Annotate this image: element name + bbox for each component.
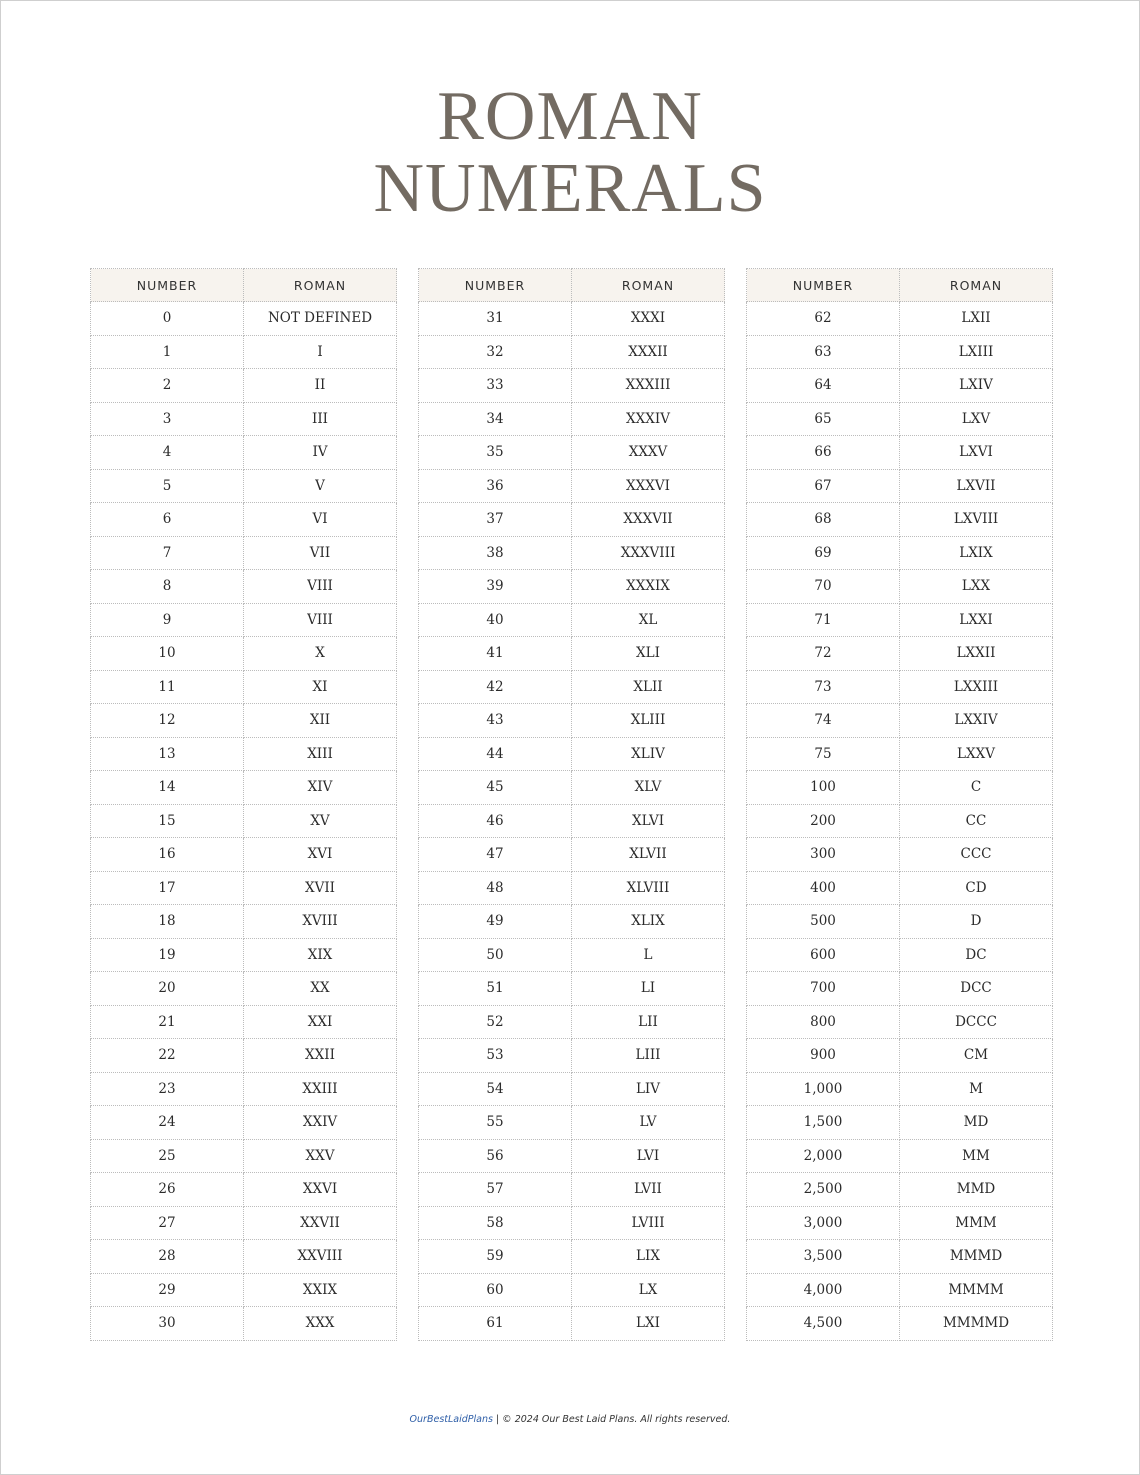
roman-cell: XXXVI: [572, 469, 725, 503]
table-row: [91, 1240, 397, 1274]
table-row: [747, 871, 1053, 905]
table-row: [419, 938, 725, 972]
roman-cell: LXV: [900, 402, 1053, 436]
number-cell: 67: [747, 469, 900, 503]
roman-cell: LXVI: [900, 436, 1053, 470]
number-cell: 23: [91, 1072, 244, 1106]
table-row: [91, 436, 397, 470]
roman-cell: LII: [572, 1005, 725, 1039]
number-cell: 29: [91, 1273, 244, 1307]
numerals-table-1: [90, 268, 397, 1341]
table-row: [747, 1240, 1053, 1274]
roman-column-header: ROMAN: [572, 269, 725, 302]
table-row: [747, 1005, 1053, 1039]
number-cell: 300: [747, 838, 900, 872]
roman-cell: XV: [244, 804, 397, 838]
roman-cell: LIV: [572, 1072, 725, 1106]
roman-cell: II: [244, 369, 397, 403]
table-row: [419, 1206, 725, 1240]
roman-cell: MM: [900, 1139, 1053, 1173]
roman-cell: XXXIII: [572, 369, 725, 403]
number-cell: 15: [91, 804, 244, 838]
number-cell: 14: [91, 771, 244, 805]
number-cell: 51: [419, 972, 572, 1006]
numerals-table-2: [418, 268, 725, 1341]
roman-cell: LXXIII: [900, 670, 1053, 704]
table-row: [747, 570, 1053, 604]
table-row: [747, 369, 1053, 403]
roman-cell: MMMM: [900, 1273, 1053, 1307]
number-cell: 72: [747, 637, 900, 671]
number-cell: 53: [419, 1039, 572, 1073]
number-cell: 18: [91, 905, 244, 939]
roman-cell: XIX: [244, 938, 397, 972]
number-cell: 61: [419, 1307, 572, 1341]
number-cell: 44: [419, 737, 572, 771]
number-cell: 52: [419, 1005, 572, 1039]
table-row: [747, 1106, 1053, 1140]
number-cell: 43: [419, 704, 572, 738]
roman-cell: LXII: [900, 302, 1053, 336]
number-cell: 36: [419, 469, 572, 503]
table-row: [91, 771, 397, 805]
table-row: [419, 704, 725, 738]
table-row: [747, 771, 1053, 805]
roman-cell: XXV: [244, 1139, 397, 1173]
number-cell: 55: [419, 1106, 572, 1140]
number-cell: 63: [747, 335, 900, 369]
roman-cell: XLIV: [572, 737, 725, 771]
roman-cell: LIX: [572, 1240, 725, 1274]
roman-cell: DC: [900, 938, 1053, 972]
roman-cell: LIII: [572, 1039, 725, 1073]
table-row: [91, 302, 397, 336]
table-row: [91, 469, 397, 503]
table-row: [91, 804, 397, 838]
number-cell: 500: [747, 905, 900, 939]
table-row: [747, 838, 1053, 872]
roman-cell: LXXII: [900, 637, 1053, 671]
table-row: [747, 1273, 1053, 1307]
table-row: [747, 1307, 1053, 1341]
number-cell: 5: [91, 469, 244, 503]
table-row: [747, 536, 1053, 570]
roman-cell: LXIII: [900, 335, 1053, 369]
roman-cell: LXVIII: [900, 503, 1053, 537]
table-row: [91, 1173, 397, 1207]
table-row: [91, 670, 397, 704]
number-cell: 700: [747, 972, 900, 1006]
roman-cell: XVII: [244, 871, 397, 905]
page-title-line-1: ROMAN: [437, 78, 703, 155]
table-row: [419, 972, 725, 1006]
roman-cell: VIII: [244, 603, 397, 637]
number-cell: 200: [747, 804, 900, 838]
table-row: [419, 905, 725, 939]
number-cell: 2: [91, 369, 244, 403]
roman-cell: D: [900, 905, 1053, 939]
table-row: [91, 1106, 397, 1140]
roman-cell: LXXV: [900, 737, 1053, 771]
roman-cell: XXXIV: [572, 402, 725, 436]
table-row: [91, 871, 397, 905]
roman-cell: LXXIV: [900, 704, 1053, 738]
number-cell: 50: [419, 938, 572, 972]
table-row: [419, 804, 725, 838]
number-cell: 58: [419, 1206, 572, 1240]
number-cell: 37: [419, 503, 572, 537]
table-row: [91, 1307, 397, 1341]
table-row: [747, 1139, 1053, 1173]
roman-cell: MMD: [900, 1173, 1053, 1207]
roman-cell: XLV: [572, 771, 725, 805]
table-row: [419, 1005, 725, 1039]
roman-cell: XXIII: [244, 1072, 397, 1106]
number-cell: 3: [91, 402, 244, 436]
table-row: [91, 1139, 397, 1173]
number-cell: 4,500: [747, 1307, 900, 1341]
number-cell: 8: [91, 570, 244, 604]
roman-cell: CD: [900, 871, 1053, 905]
number-cell: 64: [747, 369, 900, 403]
roman-cell: XXXVIII: [572, 536, 725, 570]
table-row: [747, 737, 1053, 771]
number-cell: 2,500: [747, 1173, 900, 1207]
roman-column-header: ROMAN: [900, 269, 1053, 302]
roman-cell: MMMMD: [900, 1307, 1053, 1341]
number-cell: 46: [419, 804, 572, 838]
table-row: [419, 369, 725, 403]
table-row: [91, 1005, 397, 1039]
table-row: [419, 503, 725, 537]
number-column-header: NUMBER: [747, 269, 900, 302]
table-row: [419, 335, 725, 369]
number-cell: 60: [419, 1273, 572, 1307]
roman-cell: XXX: [244, 1307, 397, 1341]
table-row: [747, 670, 1053, 704]
number-cell: 800: [747, 1005, 900, 1039]
table-row: [91, 905, 397, 939]
roman-cell: LX: [572, 1273, 725, 1307]
table-row: [419, 1139, 725, 1173]
number-cell: 71: [747, 603, 900, 637]
number-cell: 35: [419, 436, 572, 470]
footer: [0, 1414, 1140, 1425]
roman-cell: XXIV: [244, 1106, 397, 1140]
table-row: [419, 737, 725, 771]
table-row: [419, 1106, 725, 1140]
page-title-line-2: NUMERALS: [373, 150, 767, 227]
number-cell: 4,000: [747, 1273, 900, 1307]
number-cell: 65: [747, 402, 900, 436]
roman-cell: X: [244, 637, 397, 671]
number-cell: 3,000: [747, 1206, 900, 1240]
roman-cell: XXXV: [572, 436, 725, 470]
roman-cell: CC: [900, 804, 1053, 838]
numerals-table-3: [746, 268, 1053, 1341]
number-cell: 33: [419, 369, 572, 403]
table-row: [91, 1039, 397, 1073]
number-cell: 2,000: [747, 1139, 900, 1173]
number-cell: 13: [91, 737, 244, 771]
table-row: [91, 972, 397, 1006]
table-row: [91, 1072, 397, 1106]
roman-cell: XLIX: [572, 905, 725, 939]
roman-cell: LV: [572, 1106, 725, 1140]
roman-cell: M: [900, 1072, 1053, 1106]
roman-cell: LXI: [572, 1307, 725, 1341]
table-row: [91, 737, 397, 771]
roman-cell: MMM: [900, 1206, 1053, 1240]
roman-cell: XXXII: [572, 335, 725, 369]
roman-cell: I: [244, 335, 397, 369]
table-row: [747, 436, 1053, 470]
number-cell: 74: [747, 704, 900, 738]
table-row: [419, 670, 725, 704]
table-row: [747, 1206, 1053, 1240]
roman-cell: XL: [572, 603, 725, 637]
number-cell: 10: [91, 637, 244, 671]
roman-cell: L: [572, 938, 725, 972]
table-row: [419, 402, 725, 436]
table-row: [747, 972, 1053, 1006]
number-cell: 70: [747, 570, 900, 604]
number-cell: 12: [91, 704, 244, 738]
number-cell: 49: [419, 905, 572, 939]
table-row: [419, 1240, 725, 1274]
number-cell: 75: [747, 737, 900, 771]
roman-cell: NOT DEFINED: [244, 302, 397, 336]
roman-cell: VI: [244, 503, 397, 537]
number-cell: 47: [419, 838, 572, 872]
number-cell: 100: [747, 771, 900, 805]
number-cell: 17: [91, 871, 244, 905]
table-row: [91, 938, 397, 972]
roman-cell: XLVIII: [572, 871, 725, 905]
number-cell: 34: [419, 402, 572, 436]
number-cell: 62: [747, 302, 900, 336]
roman-cell: LXVII: [900, 469, 1053, 503]
roman-cell: CM: [900, 1039, 1053, 1073]
number-cell: 3,500: [747, 1240, 900, 1274]
number-cell: 6: [91, 503, 244, 537]
table-row: [419, 1273, 725, 1307]
number-cell: 1,000: [747, 1072, 900, 1106]
table-row: [747, 938, 1053, 972]
number-cell: 7: [91, 536, 244, 570]
number-cell: 59: [419, 1240, 572, 1274]
number-column-header: NUMBER: [419, 269, 572, 302]
table-row: [747, 302, 1053, 336]
table-row: [91, 335, 397, 369]
roman-cell: LXIV: [900, 369, 1053, 403]
roman-cell: XXVIII: [244, 1240, 397, 1274]
roman-cell: V: [244, 469, 397, 503]
table-row: [419, 1072, 725, 1106]
number-cell: 16: [91, 838, 244, 872]
table-row: [419, 1039, 725, 1073]
number-cell: 69: [747, 536, 900, 570]
roman-cell: III: [244, 402, 397, 436]
roman-cell: LXIX: [900, 536, 1053, 570]
roman-cell: XXVI: [244, 1173, 397, 1207]
number-cell: 42: [419, 670, 572, 704]
roman-cell: XLVI: [572, 804, 725, 838]
table-row: [91, 637, 397, 671]
table-row: [91, 1206, 397, 1240]
roman-cell: LVIII: [572, 1206, 725, 1240]
table-row: [419, 637, 725, 671]
roman-cell: XXII: [244, 1039, 397, 1073]
table-row: [747, 1173, 1053, 1207]
roman-cell: XLVII: [572, 838, 725, 872]
number-cell: 4: [91, 436, 244, 470]
roman-cell: XI: [244, 670, 397, 704]
table-row: [419, 469, 725, 503]
roman-cell: C: [900, 771, 1053, 805]
roman-cell: XIII: [244, 737, 397, 771]
number-cell: 1: [91, 335, 244, 369]
roman-cell: LXXI: [900, 603, 1053, 637]
table-row: [419, 536, 725, 570]
roman-cell: XLII: [572, 670, 725, 704]
table-row: [419, 603, 725, 637]
number-cell: 0: [91, 302, 244, 336]
table-row: [747, 1039, 1053, 1073]
roman-cell: DCC: [900, 972, 1053, 1006]
number-cell: 26: [91, 1173, 244, 1207]
number-cell: 24: [91, 1106, 244, 1140]
roman-cell: DCCC: [900, 1005, 1053, 1039]
number-cell: 22: [91, 1039, 244, 1073]
number-cell: 38: [419, 536, 572, 570]
number-cell: 900: [747, 1039, 900, 1073]
roman-cell: LVII: [572, 1173, 725, 1207]
roman-cell: VIII: [244, 570, 397, 604]
number-cell: 32: [419, 335, 572, 369]
table-row: [419, 570, 725, 604]
roman-cell: XLIII: [572, 704, 725, 738]
table-row: [91, 704, 397, 738]
table-row: [419, 436, 725, 470]
roman-cell: CCC: [900, 838, 1053, 872]
roman-cell: LXX: [900, 570, 1053, 604]
table-row: [91, 536, 397, 570]
roman-cell: XVI: [244, 838, 397, 872]
roman-cell: XXIX: [244, 1273, 397, 1307]
table-row: [747, 335, 1053, 369]
table-row: [747, 402, 1053, 436]
roman-cell: MD: [900, 1106, 1053, 1140]
table-row: [91, 1273, 397, 1307]
roman-column-header: ROMAN: [244, 269, 397, 302]
table-row: [747, 469, 1053, 503]
table-row: [419, 1307, 725, 1341]
table-row: [747, 704, 1053, 738]
number-cell: 600: [747, 938, 900, 972]
roman-cell: IV: [244, 436, 397, 470]
number-cell: 57: [419, 1173, 572, 1207]
table-row: [91, 570, 397, 604]
number-cell: 21: [91, 1005, 244, 1039]
roman-cell: XII: [244, 704, 397, 738]
roman-cell: XVIII: [244, 905, 397, 939]
roman-cell: XXXI: [572, 302, 725, 336]
table-row: [91, 603, 397, 637]
number-cell: 39: [419, 570, 572, 604]
table-row: [747, 637, 1053, 671]
table-row: [91, 503, 397, 537]
roman-cell: XXXVII: [572, 503, 725, 537]
number-cell: 11: [91, 670, 244, 704]
roman-cell: XLI: [572, 637, 725, 671]
roman-cell: XXVII: [244, 1206, 397, 1240]
table-row: [91, 838, 397, 872]
roman-cell: XX: [244, 972, 397, 1006]
number-cell: 25: [91, 1139, 244, 1173]
roman-cell: XXI: [244, 1005, 397, 1039]
number-cell: 66: [747, 436, 900, 470]
number-cell: 400: [747, 871, 900, 905]
roman-cell: XXXIX: [572, 570, 725, 604]
number-cell: 68: [747, 503, 900, 537]
roman-cell: VII: [244, 536, 397, 570]
table-row: [419, 1173, 725, 1207]
footer-site-link[interactable]: OurBestLaidPlans: [409, 1414, 493, 1425]
number-cell: 28: [91, 1240, 244, 1274]
number-cell: 41: [419, 637, 572, 671]
number-cell: 1,500: [747, 1106, 900, 1140]
roman-cell: MMMD: [900, 1240, 1053, 1274]
table-row: [747, 1072, 1053, 1106]
number-column-header: NUMBER: [91, 269, 244, 302]
number-cell: 31: [419, 302, 572, 336]
table-row: [91, 369, 397, 403]
table-row: [419, 871, 725, 905]
footer-copyright: | © 2024 Our Best Laid Plans. All rights reserved.: [492, 1414, 731, 1425]
table-row: [747, 503, 1053, 537]
table-row: [747, 603, 1053, 637]
table-row: [419, 302, 725, 336]
number-cell: 73: [747, 670, 900, 704]
table-row: [747, 804, 1053, 838]
roman-cell: LVI: [572, 1139, 725, 1173]
roman-cell: XIV: [244, 771, 397, 805]
number-cell: 9: [91, 603, 244, 637]
number-cell: 56: [419, 1139, 572, 1173]
number-cell: 30: [91, 1307, 244, 1341]
table-row: [747, 905, 1053, 939]
number-cell: 27: [91, 1206, 244, 1240]
table-row: [91, 402, 397, 436]
number-cell: 40: [419, 603, 572, 637]
roman-cell: LI: [572, 972, 725, 1006]
number-cell: 48: [419, 871, 572, 905]
table-row: [419, 838, 725, 872]
number-cell: 54: [419, 1072, 572, 1106]
number-cell: 19: [91, 938, 244, 972]
table-row: [419, 771, 725, 805]
number-cell: 45: [419, 771, 572, 805]
number-cell: 20: [91, 972, 244, 1006]
